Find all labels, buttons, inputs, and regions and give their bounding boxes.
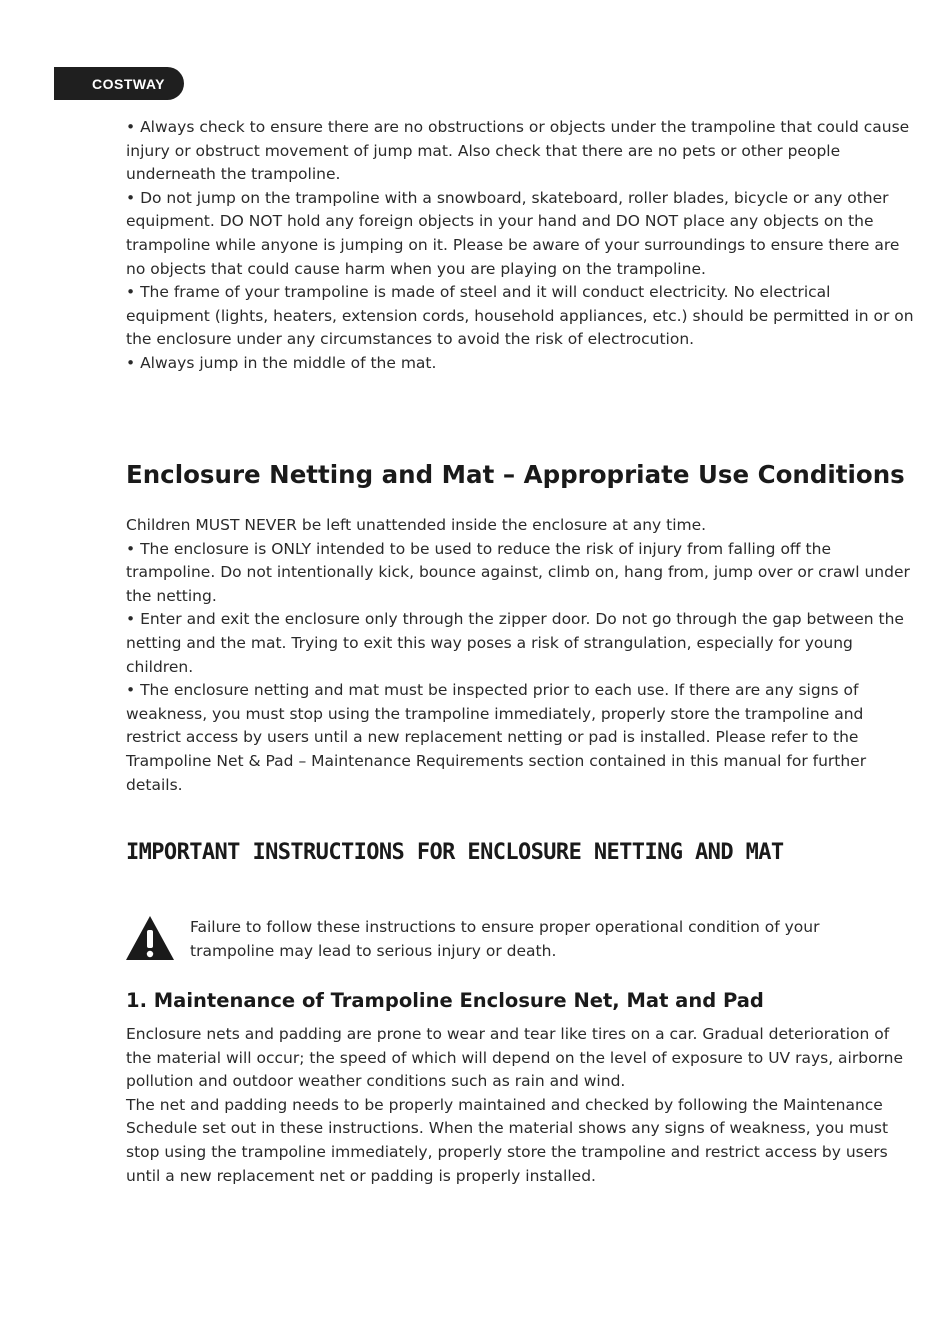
intro-text: [126, 116, 916, 376]
intro-paragraph: • Always check to ensure there are no obstructions or objects under the trampoline that could cause injury or obstruct movement of jump mat. Also check that there are no pets or other people underneath the trampoline.: [126, 118, 910, 184]
section-heading-important-instructions: IMPORTANT INSTRUCTIONS FOR ENCLOSURE NETTING AND MAT: [126, 840, 784, 865]
section1-paragraph: • Enter and exit the enclosure only through the zipper door. Do not go through the gap between the netting and the mat. Trying to exit this way poses a risk of strangulation, especially for young children.: [126, 610, 904, 676]
section1-paragraph: Children MUST NEVER be left unattended inside the enclosure at any time.: [126, 516, 707, 534]
section1-paragraph: • The enclosure netting and mat must be inspected prior to each use. If there are any signs of weakness, you must stop using the trampoline immediately, properly store the trampoline and restrict access by users until a new replacement netting or pad is installed. Please refer to the Trampoline Net & Pad – Maintenance Requirements section contained in this manual for further details.: [126, 681, 867, 794]
subsection1-paragraph: Enclosure nets and padding are prone to wear and tear like tires on a car. Gradual deterioration of the material will occur; the speed of which will depend on the level of exposure to UV rays, airborne pollution and outdoor weather conditions such as rain and wind.: [126, 1025, 904, 1091]
warning-text: Failure to follow these instructions to ensure proper operational condition of your trampoline may lead to serious injury or death.: [190, 918, 820, 960]
subsection1-text: [126, 1023, 916, 1188]
subsection1-paragraph: The net and padding needs to be properly maintained and checked by following the Maintenance Schedule set out in these instructions. When the material shows any signs of weakness, you must stop using the trampoline immediately, properly store the trampoline and restrict access by users until a new replacement net or padding is properly installed.: [126, 1095, 889, 1185]
brand-tab: [54, 67, 184, 100]
section1-text: [126, 514, 916, 797]
section1-paragraph: • The enclosure is ONLY intended to be used to reduce the risk of injury from falling off the trampoline. Do not intentionally kick, bounce against, climb on, hang from, jump over or crawl under the netting.: [126, 539, 910, 605]
brand-label: COSTWAY: [92, 75, 165, 92]
section-heading-appropriate-use: Enclosure Netting and Mat – Appropriate Use Conditions: [126, 460, 905, 489]
intro-paragraph: • Always jump in the middle of the mat.: [126, 353, 437, 372]
intro-paragraph: • The frame of your trampoline is made of steel and it will conduct electricity. No electrical equipment (lights, heaters, extension cords, household appliances, etc.) should be permitted in or on the enclosure under any circumstances to avoid the risk of electrocution.: [126, 283, 914, 349]
intro-paragraph: • Do not jump on the trampoline with a snowboard, skateboard, roller blades, bicycle or any other equipment. DO NOT hold any foreign objects in your hand and DO NOT place any objects on the trampoline while anyone is jumping on it. Please be aware of your surroundings to ensure there are no objects that could cause harm when you are playing on the trampoline.: [126, 188, 900, 278]
warning-triangle-icon: [124, 914, 176, 962]
subsection-heading-maintenance: 1. Maintenance of Trampoline Enclosure Net, Mat and Pad: [126, 989, 764, 1012]
